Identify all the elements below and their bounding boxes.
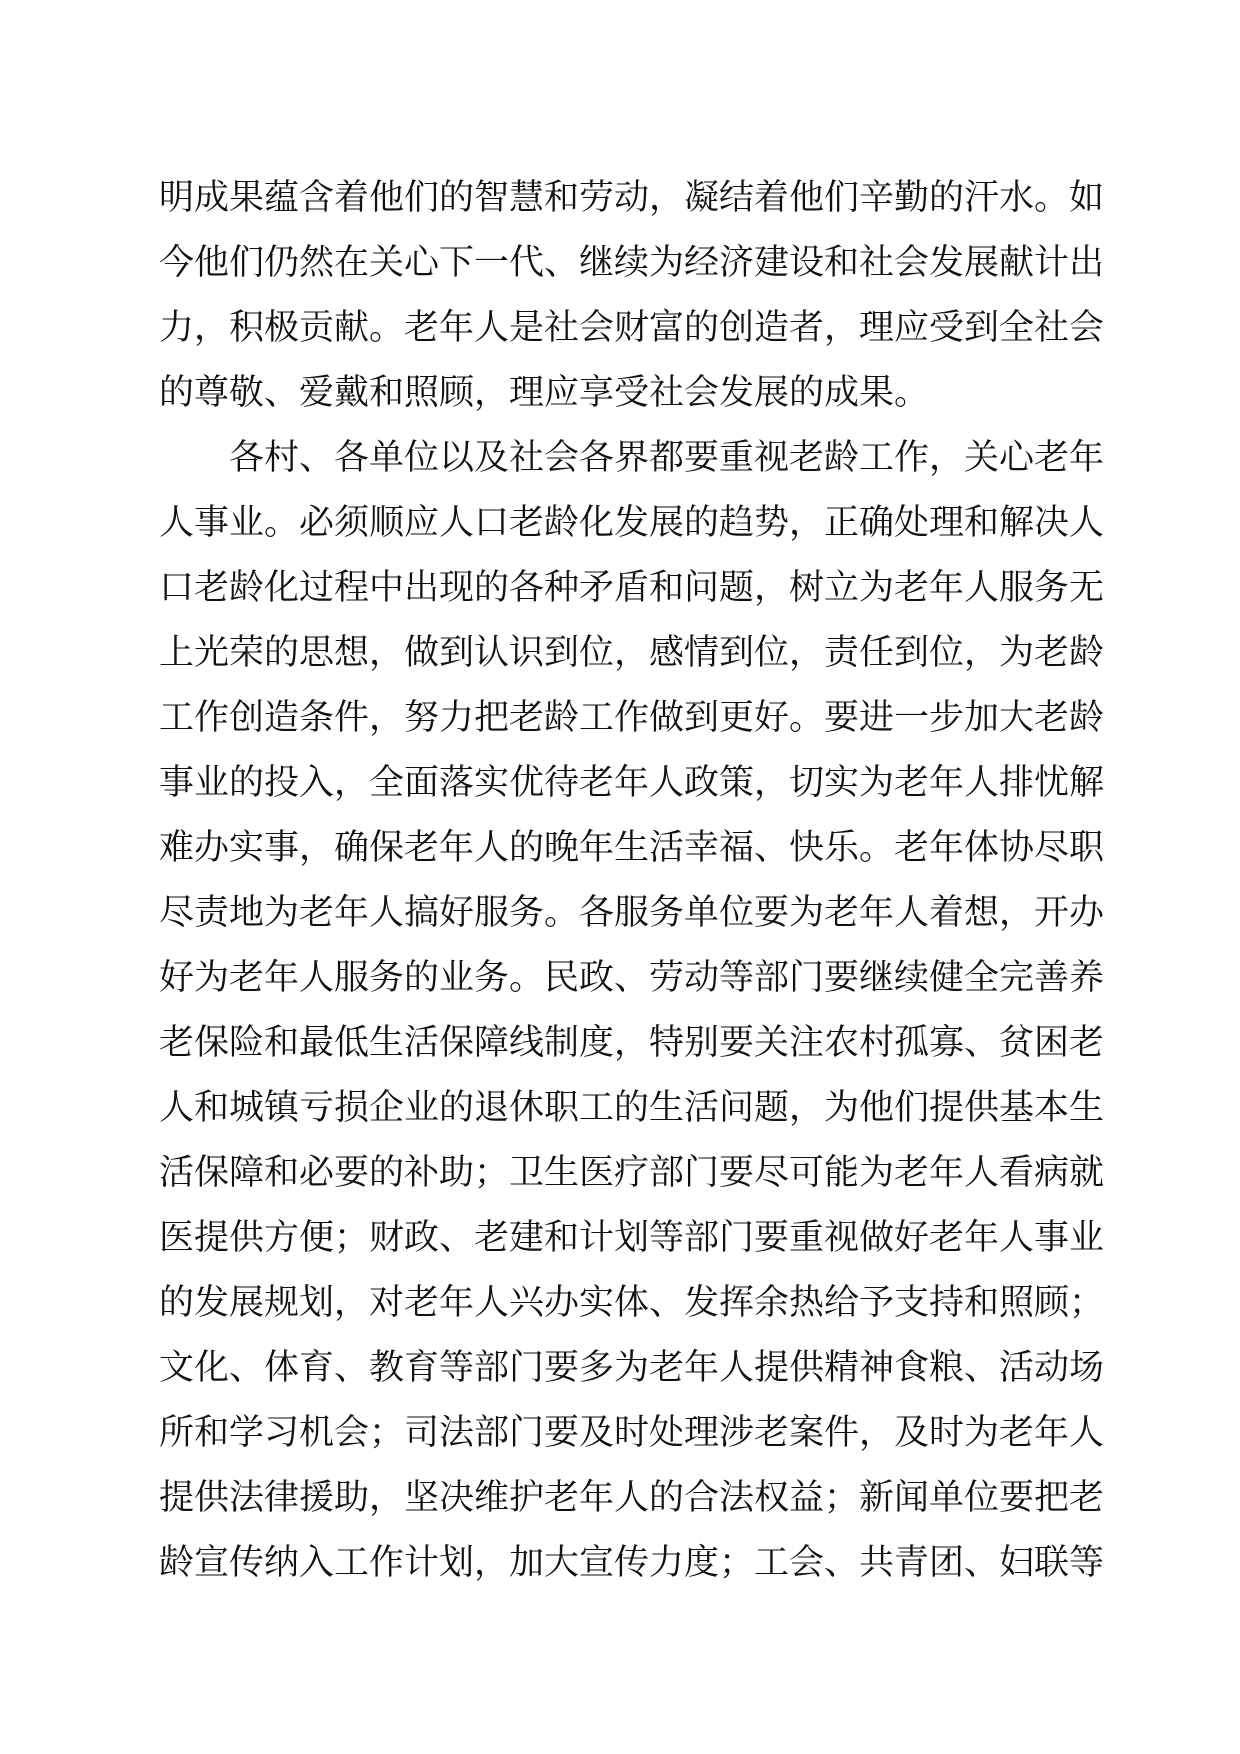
text-line: 好为老年人服务的业务。民政、劳动等部门要继续健全完善养 bbox=[159, 958, 1105, 998]
paragraph-first-line: 各村、各单位以及社会各界都要重视老龄工作，关心老年 bbox=[229, 438, 1105, 478]
text-line: 工作创造条件，努力把老龄工作做到更好。要进一步加大老龄 bbox=[159, 698, 1105, 738]
text-line: 龄宣传纳入工作计划，加大宣传力度；工会、共青团、妇联等 bbox=[159, 1543, 1105, 1583]
text-line: 事业的投入，全面落实优待老年人政策，切实为老年人排忧解 bbox=[159, 763, 1105, 803]
paragraph-end-line: 的尊敬、爱戴和照顾，理应享受社会发展的成果。 bbox=[159, 373, 930, 413]
text-line: 力，积极贡献。老年人是社会财富的创造者，理应受到全社会 bbox=[159, 308, 1105, 348]
text-line: 口老龄化过程中出现的各种矛盾和问题，树立为老年人服务无 bbox=[159, 568, 1105, 608]
text-line: 尽责地为老年人搞好服务。各服务单位要为老年人着想，开办 bbox=[159, 893, 1105, 933]
text-line: 的发展规划，对老年人兴办实体、发挥余热给予支持和照顾； bbox=[159, 1283, 1105, 1323]
text-line: 所和学习机会；司法部门要及时处理涉老案件，及时为老年人 bbox=[159, 1413, 1105, 1453]
text-line: 难办实事，确保老年人的晚年生活幸福、快乐。老年体协尽职 bbox=[159, 828, 1105, 868]
text-line: 老保险和最低生活保障线制度，特别要关注农村孤寡、贫困老 bbox=[159, 1023, 1105, 1063]
text-line: 人事业。必须顺应人口老龄化发展的趋势，正确处理和解决人 bbox=[159, 503, 1105, 543]
text-line: 明成果蕴含着他们的智慧和劳动，凝结着他们辛勤的汗水。如 bbox=[159, 178, 1105, 218]
text-line: 活保障和必要的补助；卫生医疗部门要尽可能为老年人看病就 bbox=[159, 1153, 1105, 1193]
text-line: 文化、体育、教育等部门要多为老年人提供精神食粮、活动场 bbox=[159, 1348, 1105, 1388]
text-line: 提供法律援助，坚决维护老年人的合法权益；新闻单位要把老 bbox=[159, 1478, 1105, 1518]
body-text bbox=[159, 166, 1105, 1596]
text-line: 今他们仍然在关心下一代、继续为经济建设和社会发展献计出 bbox=[159, 243, 1105, 283]
text-line: 上光荣的思想，做到认识到位，感情到位，责任到位，为老龄 bbox=[159, 633, 1105, 673]
text-line: 医提供方便；财政、老建和计划等部门要重视做好老年人事业 bbox=[159, 1218, 1105, 1258]
text-line: 人和城镇亏损企业的退休职工的生活问题，为他们提供基本生 bbox=[159, 1088, 1105, 1128]
